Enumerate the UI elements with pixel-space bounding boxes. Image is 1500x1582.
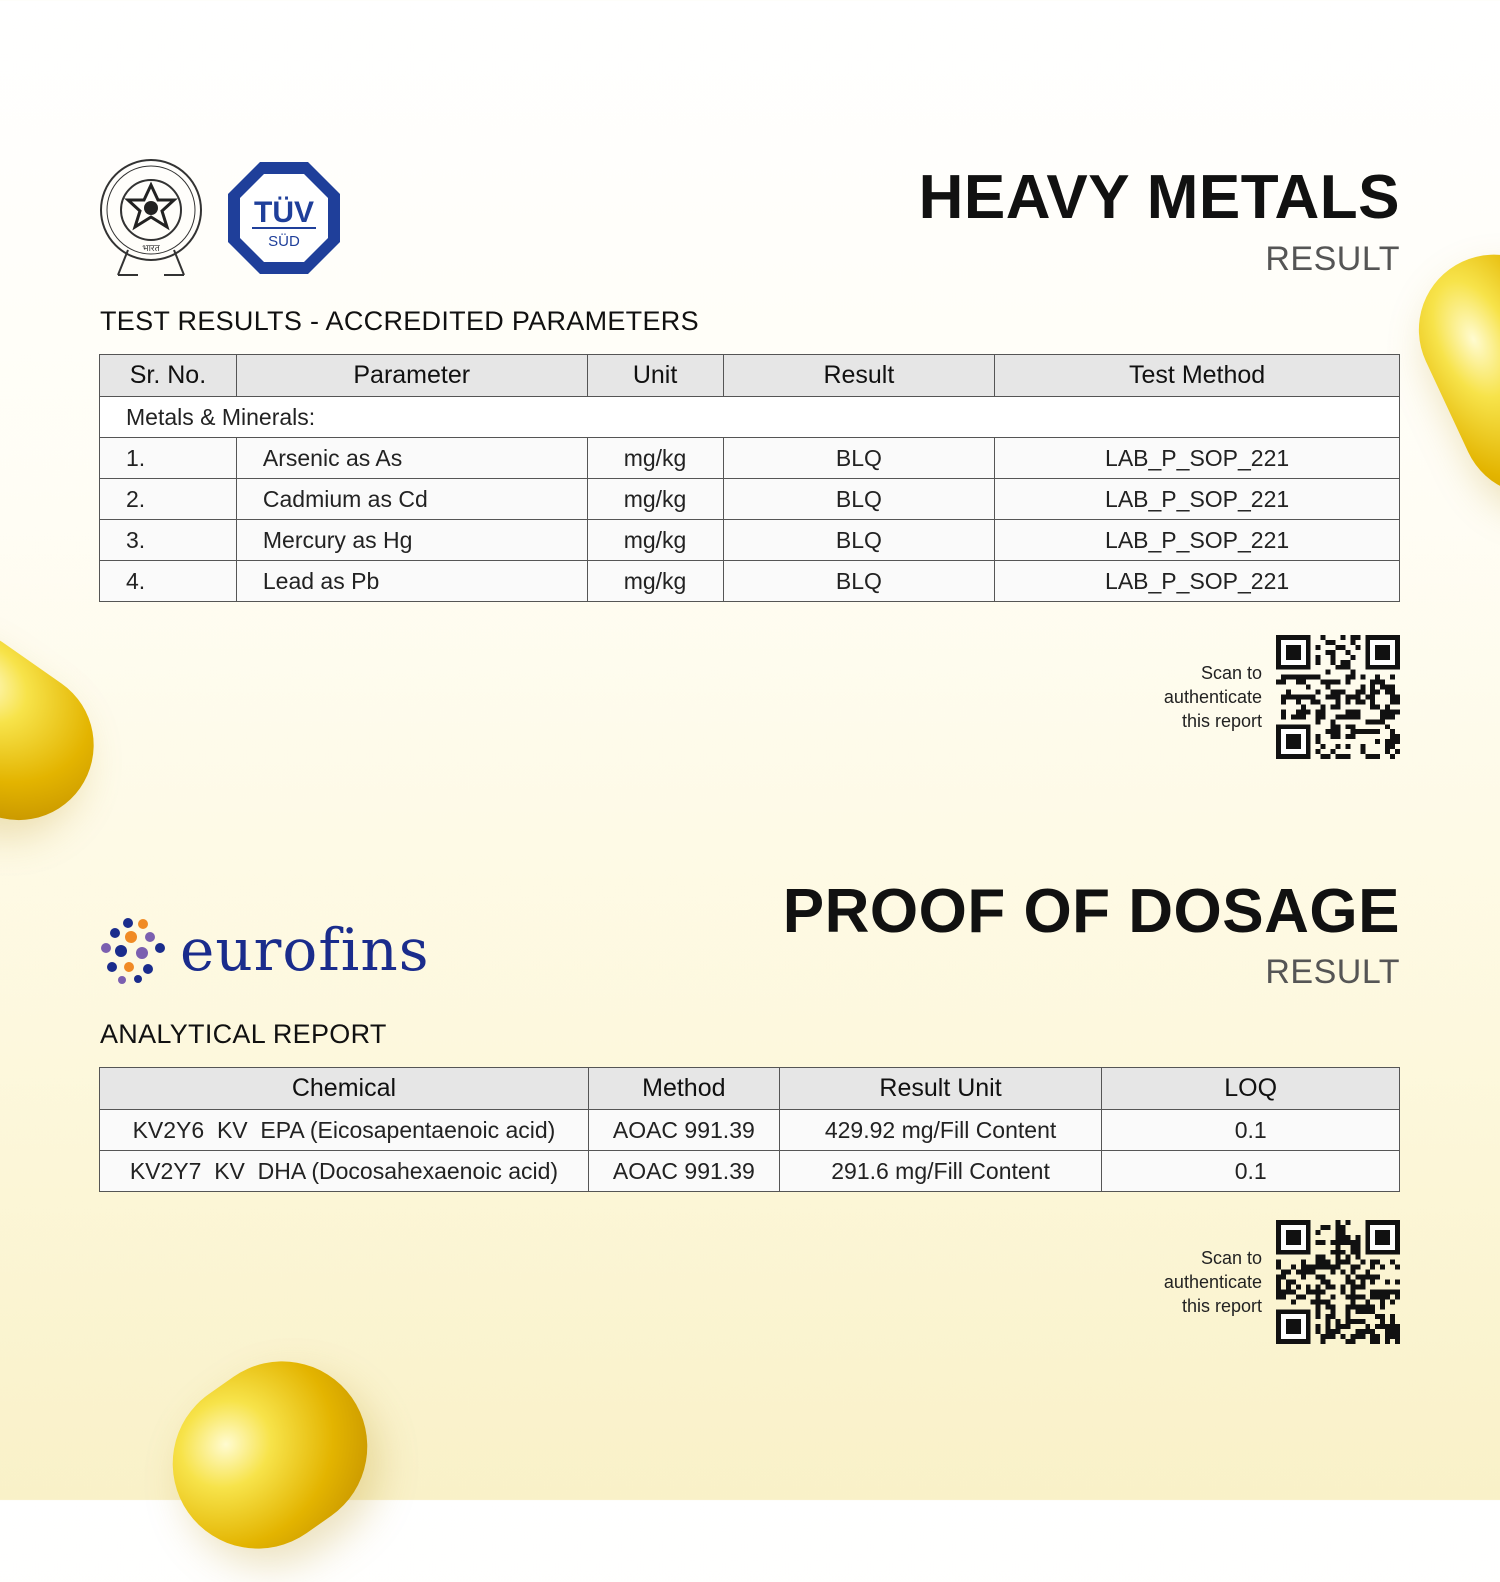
column-header: Chemical (100, 1068, 589, 1110)
eurofins-dots-icon (98, 915, 168, 985)
column-header: Result Unit (779, 1068, 1102, 1110)
group-label: Metals & Minerals: (100, 397, 1400, 438)
column-header: Test Method (995, 355, 1400, 397)
eurofins-logo (98, 915, 429, 985)
method-cell: AOAC 991.39 (588, 1110, 779, 1151)
table-row (100, 479, 1400, 520)
column-header: Unit (587, 355, 723, 397)
qr-code-icon[interactable] (1276, 635, 1400, 759)
parameter-cell: Arsenic as As (236, 438, 587, 479)
accreditation-seal-logo (98, 155, 204, 280)
result-cell: BLQ (723, 561, 995, 602)
method-cell: LAB_P_SOP_221 (995, 561, 1400, 602)
eurofins-wordmark: eurofins (180, 916, 430, 984)
method-cell: AOAC 991.39 (588, 1151, 779, 1192)
dosage-title: PROOF OF DOSAGE (782, 877, 1400, 946)
method-cell: LAB_P_SOP_221 (995, 479, 1400, 520)
qr-caption (1164, 661, 1262, 733)
result-cell: 429.92 mg/Fill Content (779, 1110, 1102, 1151)
unit-cell: mg/kg (587, 438, 723, 479)
column-header: Parameter (236, 355, 587, 397)
heavy-metals-title: HEAVY METALS (918, 163, 1400, 232)
table-row (100, 1110, 1400, 1151)
qr-code-icon[interactable] (1276, 1220, 1400, 1344)
table-row (100, 1151, 1400, 1192)
table-row (100, 561, 1400, 602)
heavy-metals-qr-block (1164, 635, 1400, 759)
column-header: Method (588, 1068, 779, 1110)
result-cell: BLQ (723, 520, 995, 561)
chemical-cell: KV2Y7 KV DHA (Docosahexaenoic acid) (100, 1151, 589, 1192)
unit-cell: mg/kg (587, 520, 723, 561)
capsule-right-top-image (1394, 230, 1500, 520)
result-cell: BLQ (723, 438, 995, 479)
sr-cell: 3. (100, 520, 237, 561)
qr-caption-line: Scan to (1200, 1248, 1262, 1268)
heavy-metals-table (99, 354, 1400, 602)
sr-cell: 4. (100, 561, 237, 602)
seal-text: भारत (142, 244, 160, 254)
table-row (100, 520, 1400, 561)
parameter-cell: Lead as Pb (236, 561, 587, 602)
chemical-cell: KV2Y6 KV EPA (Eicosapentaenoic acid) (100, 1110, 589, 1151)
column-header: Result (723, 355, 995, 397)
analytical-report-label: ANALYTICAL REPORT (100, 1019, 387, 1049)
column-header: Sr. No. (100, 355, 237, 397)
heavy-metals-subtitle: RESULT (1265, 240, 1400, 278)
method-cell: LAB_P_SOP_221 (995, 438, 1400, 479)
qr-caption-line: this report (1181, 1296, 1262, 1316)
qr-caption-line: authenticate (1163, 1272, 1262, 1292)
loq-cell: 0.1 (1102, 1110, 1400, 1151)
dosage-table (99, 1067, 1400, 1192)
qr-caption-line: authenticate (1163, 687, 1262, 707)
dosage-subtitle: RESULT (1265, 953, 1400, 991)
capsule-bottom-image (139, 1328, 400, 1582)
unit-cell: mg/kg (587, 479, 723, 520)
qr-caption-line: this report (1181, 711, 1262, 731)
table-header-row (100, 355, 1400, 397)
result-cell: 291.6 mg/Fill Content (779, 1151, 1102, 1192)
unit-cell: mg/kg (587, 561, 723, 602)
column-header: LOQ (1102, 1068, 1400, 1110)
sr-cell: 2. (100, 479, 237, 520)
qr-caption-line: Scan to (1200, 663, 1262, 683)
table-group-row (100, 397, 1400, 438)
sr-cell: 1. (100, 438, 237, 479)
table-row (100, 438, 1400, 479)
dosage-qr-block (1164, 1220, 1400, 1344)
tuv-sud-logo (226, 160, 342, 276)
tuv-bottom-text: SÜD (268, 233, 300, 250)
loq-cell: 0.1 (1102, 1151, 1400, 1192)
tuv-top-text: TÜV (254, 196, 314, 229)
test-results-label: TEST RESULTS - ACCREDITED PARAMETERS (100, 306, 699, 336)
capsule-left-middle-image (0, 600, 123, 849)
method-cell: LAB_P_SOP_221 (995, 520, 1400, 561)
table-header-row (100, 1068, 1400, 1110)
qr-caption (1164, 1246, 1262, 1318)
parameter-cell: Cadmium as Cd (236, 479, 587, 520)
result-cell: BLQ (723, 479, 995, 520)
parameter-cell: Mercury as Hg (236, 520, 587, 561)
